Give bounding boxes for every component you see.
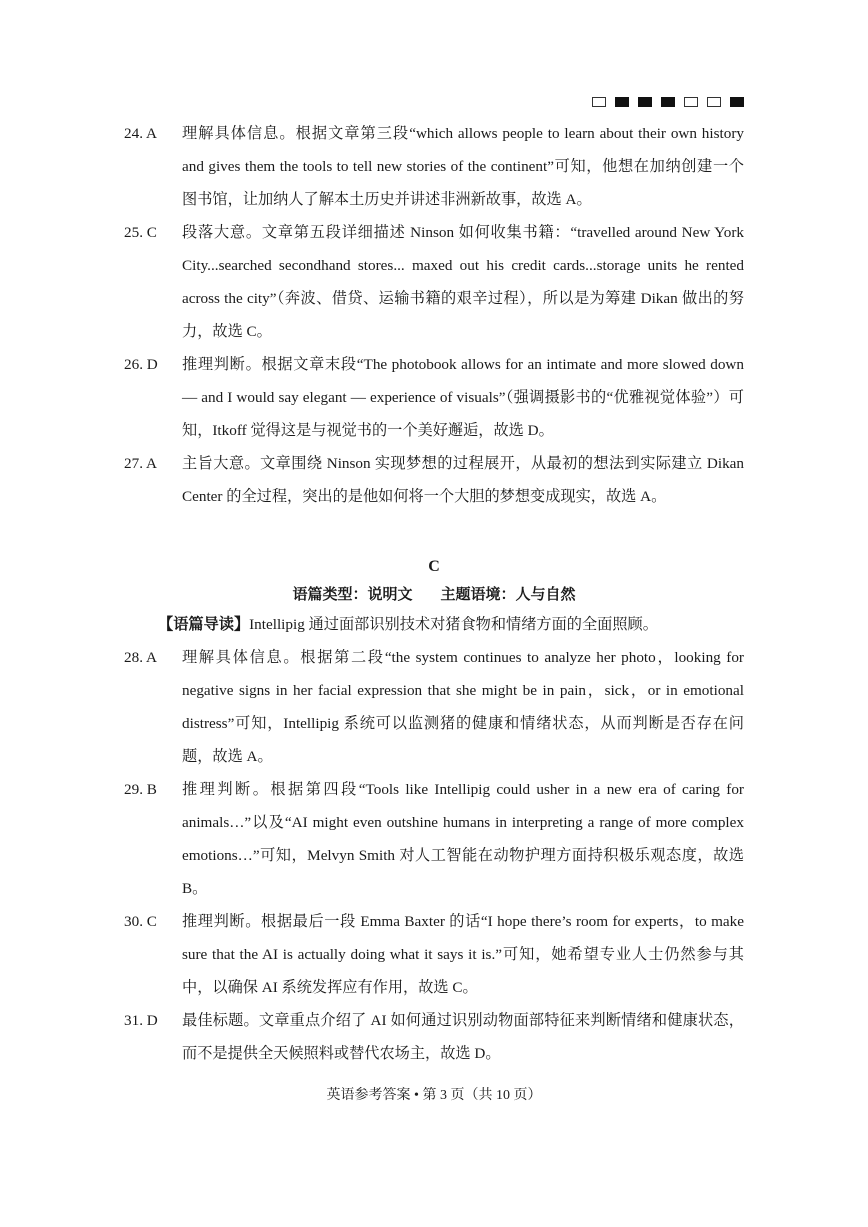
marker-square	[638, 97, 652, 107]
section-title: C	[428, 558, 440, 575]
answer-item-24	[124, 117, 744, 216]
answer-number: 30. C	[124, 913, 157, 930]
answer-explanation: 段落大意。文章第五段详细描述 Ninson 如何收集书籍：“travelled around New York City...searched secondhand stores... maxed out his credit cards...storage units he rented across the city”（奔波、借贷、运输书籍的艰辛过程），所以是为筹建 Dikan 做出的努力，故选 C。	[182, 224, 744, 340]
answer-number: 28. A	[124, 649, 157, 666]
intro-label: 【语篇导读】	[158, 616, 250, 633]
marker-square	[684, 97, 698, 107]
answer-item-25	[124, 216, 744, 348]
answer-explanation: 推理判断。根据第四段“Tools like Intellipig could usher in a new era of caring for animals…”以及“AI might even outshine humans in interpreting a range of more complex emotions…”可知，Melvyn Smith 对人工智能在动物护理方面持积极乐观态度，故选 B。	[182, 781, 744, 897]
marker-square	[730, 97, 744, 107]
answer-item-27	[124, 447, 744, 513]
intro-text: Intellipig 通过面部识别技术对猪食物和情绪方面的全面照顾。	[249, 616, 658, 633]
passage-intro	[158, 609, 754, 641]
answer-explanation: 推理判断。根据最后一段 Emma Baxter 的话“I hope there’s room for experts，to make sure that the AI is actually doing what it says it is.”可知，她希望专业人士仍然参与其中，以确保 AI 系统发挥应有作用，故选 C。	[182, 913, 744, 996]
answer-item-26	[124, 348, 744, 447]
answer-item-30	[124, 905, 744, 1004]
marker-square	[661, 97, 675, 107]
answer-number: 24. A	[124, 125, 157, 142]
answer-content	[124, 117, 744, 1070]
marker-square	[615, 97, 629, 107]
answer-explanation: 理解具体信息。根据第二段“the system continues to analyze her photo，looking for negative signs in her facial expression that she might be in pain，sick，or in emotional distress”可知，Intellipig 系统可以监测猪的健康和情绪状态，从而判断是否存在问题，故选 A。	[182, 649, 744, 765]
section-subtitle	[124, 581, 744, 609]
passage-theme: 主题语境：人与自然	[440, 587, 576, 603]
answer-number: 25. C	[124, 224, 157, 241]
marker-square	[592, 97, 606, 107]
page-footer: 英语参考答案 • 第 3 页（共 10 页）	[326, 1088, 542, 1103]
answer-item-31	[124, 1004, 744, 1070]
answer-number: 31. D	[124, 1012, 158, 1029]
answer-explanation: 主旨大意。文章围绕 Ninson 实现梦想的过程展开，从最初的想法到实际建立 Dikan Center 的全过程，突出的是他如何将一个大胆的梦想变成现实，故选 A。	[182, 455, 744, 505]
passage-type: 语篇类型：说明文	[292, 587, 413, 603]
marker-square	[707, 97, 721, 107]
answer-item-29	[124, 773, 744, 905]
answer-number: 29. B	[124, 781, 157, 798]
answer-number: 27. A	[124, 455, 157, 472]
answer-number: 26. D	[124, 356, 158, 373]
answer-explanation: 推理判断。根据文章末段“The photobook allows for an intimate and more slowed down — and I would say elegant — experience of visuals”（强调摄影书的“优雅视觉体验”）可知，Itkoff 觉得这是与视觉书的一个美好邂逅，故选 D。	[182, 356, 744, 439]
answer-item-28	[124, 641, 744, 773]
header-marker	[592, 97, 744, 107]
answer-explanation: 理解具体信息。根据文章第三段“which allows people to learn about their own history and gives them the tools to tell new stories of the continent”可知，他想在加纳创建一个图书馆，让加纳人了解本土历史并讲述非洲新故事，故选 A。	[182, 125, 744, 208]
answer-explanation: 最佳标题。文章重点介绍了 AI 如何通过识别动物面部特征来判断情绪和健康状态，而不是提供全天候照料或替代农场主，故选 D。	[182, 1012, 744, 1062]
